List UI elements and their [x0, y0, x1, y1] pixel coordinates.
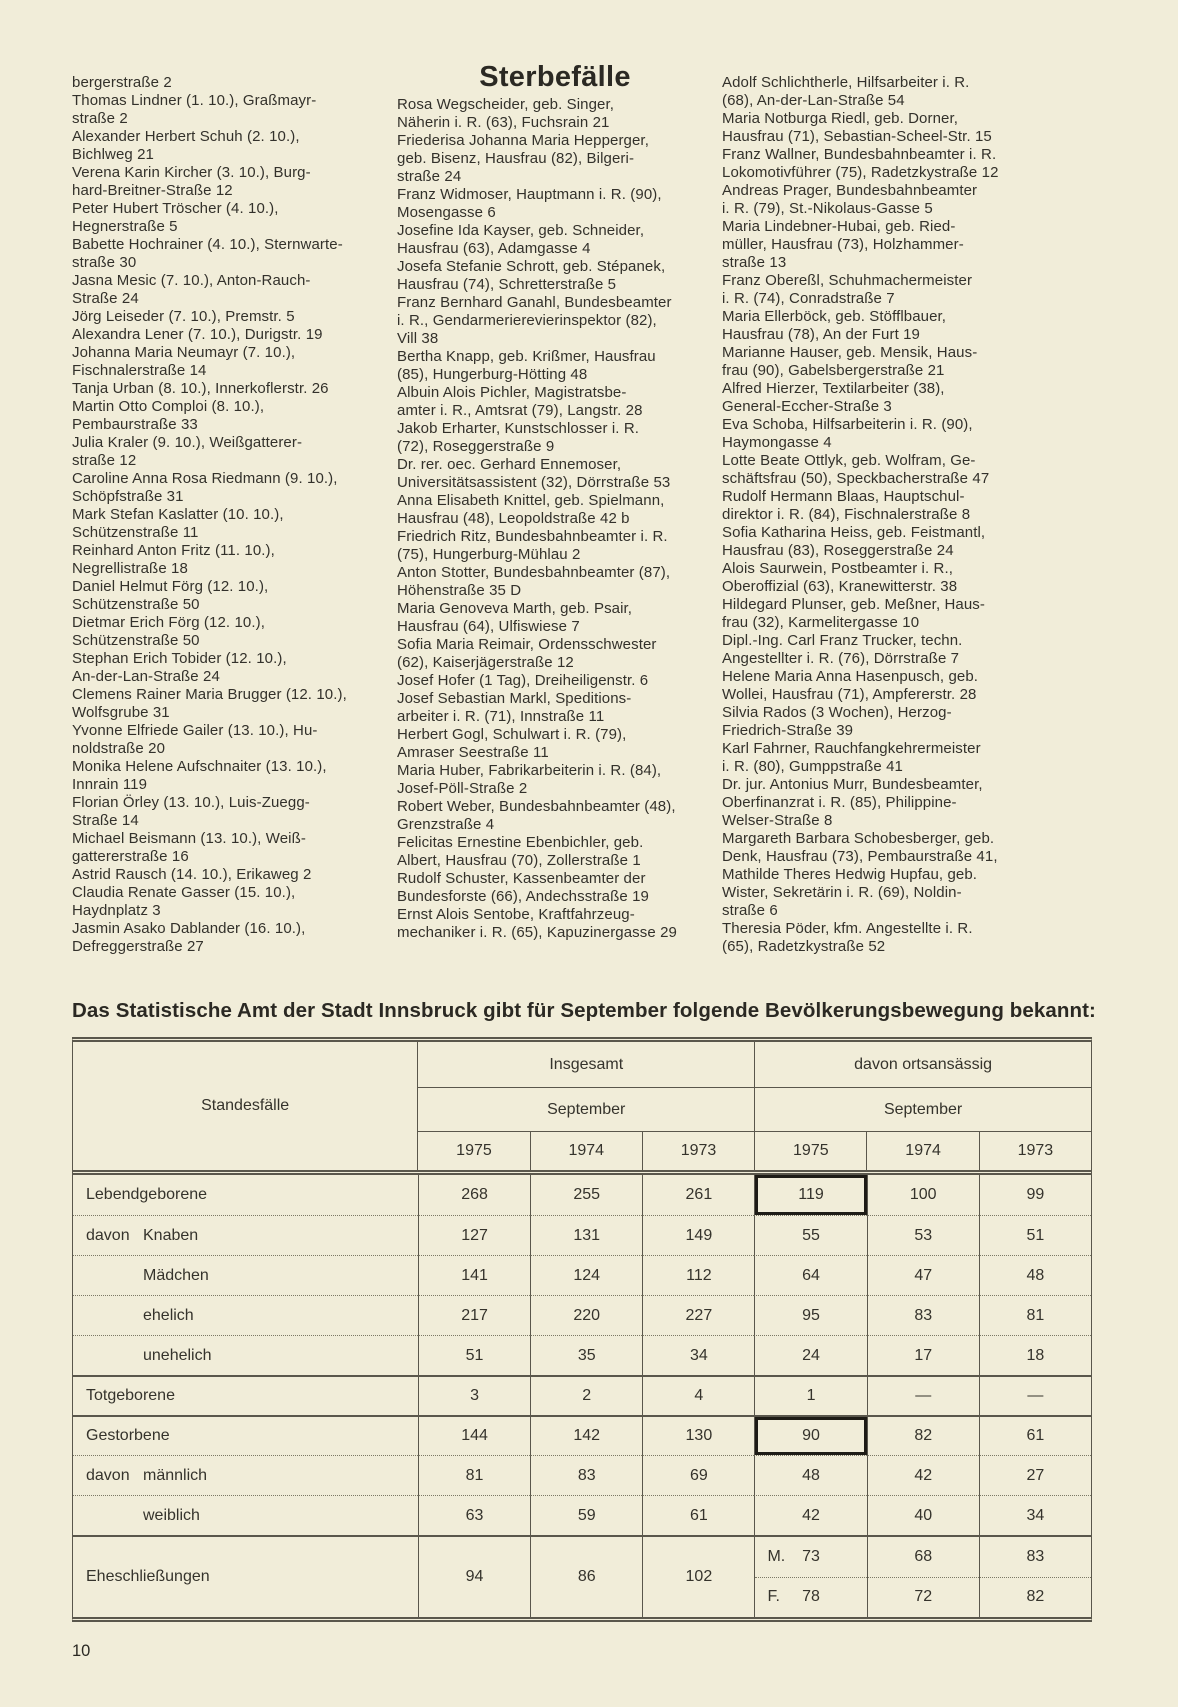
- row-label-text: männlich: [143, 1466, 208, 1484]
- year-header: 1974: [866, 1132, 978, 1170]
- table-row: [73, 1495, 1091, 1535]
- table-cell: 48: [754, 1455, 866, 1495]
- text-line: Alois Saurwein, Postbeamter i. R.,: [722, 560, 953, 577]
- table-row: [73, 1215, 1091, 1255]
- text-line: Hausfrau (83), Roseggerstraße 24: [722, 542, 954, 559]
- table-cell: 42: [754, 1495, 866, 1535]
- table-row: [73, 1535, 1091, 1617]
- text-line: Robert Weber, Bundesbahnbeamter (48),: [397, 798, 676, 815]
- table-cell-split: [979, 1535, 1091, 1617]
- table-row: [73, 1375, 1091, 1415]
- text-line: Hausfrau (78), An der Furt 19: [722, 326, 920, 343]
- table-cell: 90: [754, 1415, 866, 1455]
- text-line: Marianne Hauser, geb. Mensik, Haus-: [722, 344, 978, 361]
- text-line: Franz Wallner, Bundesbahnbeamter i. R.: [722, 146, 997, 163]
- text-line: Albuin Alois Pichler, Magistratsbe-: [397, 384, 627, 401]
- column-header-standesfaelle: Standesfälle: [201, 1097, 290, 1114]
- table-cell: 83: [867, 1295, 979, 1335]
- row-label-text: Gestorbene: [86, 1427, 170, 1444]
- table-cell: 227: [642, 1295, 754, 1335]
- row-label-text: Knaben: [143, 1226, 199, 1244]
- row-label-text: Lebendgeborene: [86, 1186, 208, 1203]
- text-line: i. R. (80), Gumppstraße 41: [722, 758, 903, 775]
- table-cell: 17: [867, 1335, 979, 1375]
- row-label-text: weiblich: [143, 1506, 200, 1524]
- split-value: 73: [802, 1547, 820, 1565]
- text-line: Reinhard Anton Fritz (11. 10.),: [72, 542, 275, 559]
- text-line: Hausfrau (63), Adamgasse 4: [397, 240, 591, 257]
- text-line: Thomas Lindner (1. 10.), Graßmayr-: [72, 92, 317, 109]
- text-line: Alfred Hierzer, Textilarbeiter (38),: [722, 380, 945, 397]
- text-line: Martin Otto Comploi (8. 10.),: [72, 398, 265, 415]
- text-line: straße 6: [722, 902, 778, 919]
- text-line: Caroline Anna Rosa Riedmann (9. 10.),: [72, 470, 338, 487]
- text-line: Josefine Ida Kayser, geb. Schneider,: [397, 222, 645, 239]
- text-line: straße 24: [397, 168, 462, 185]
- text-line: Julia Kraler (9. 10.), Weißgatterer-: [72, 434, 303, 451]
- text-line: Peter Hubert Tröscher (4. 10.),: [72, 200, 279, 217]
- text-line: (72), Roseggerstraße 9: [397, 438, 555, 455]
- text-line: Maria Ellerböck, geb. Stöfflbauer,: [722, 308, 947, 325]
- text-line: hard-Breitner-Straße 12: [72, 182, 233, 199]
- text-line: Wister, Sekretärin i. R. (69), Noldin-: [722, 884, 962, 901]
- text-line: Bichlweg 21: [72, 146, 154, 163]
- table-cell: 220: [530, 1295, 642, 1335]
- row-label: [73, 1335, 418, 1375]
- table-cell: 142: [530, 1415, 642, 1455]
- text-line: Josef Hofer (1 Tag), Dreiheiligenstr. 6: [397, 672, 649, 689]
- text-line: Oberoffizial (63), Kranewitterstr. 38: [722, 578, 958, 595]
- table-cell: —: [979, 1375, 1091, 1415]
- text-line: Maria Huber, Fabrikarbeiterin i. R. (84),: [397, 762, 662, 779]
- text-line: Innrain 119: [72, 776, 148, 793]
- text-line: (75), Hungerburg-Mühlau 2: [397, 546, 581, 563]
- group-label: davon ortsansässig: [755, 1042, 1091, 1088]
- table-row: [73, 1175, 1091, 1215]
- text-line: i. R. (79), St.-Nikolaus-Gasse 5: [722, 200, 933, 217]
- text-line: Jakob Erharter, Kunstschlosser i. R.: [397, 420, 640, 437]
- table-row: [73, 1335, 1091, 1375]
- text-line: Eva Schoba, Hilfsarbeiterin i. R. (90),: [722, 416, 973, 433]
- births-column: [72, 74, 388, 956]
- year-header: 1974: [530, 1132, 642, 1170]
- split-sub-cell: 72: [868, 1577, 979, 1618]
- table-body: [73, 1175, 1091, 1617]
- row-label-text: unehelich: [143, 1346, 212, 1364]
- table-cell: 144: [418, 1415, 530, 1455]
- text-line: Dr. jur. Antonius Murr, Bundesbeamter,: [722, 776, 983, 793]
- row-label: [73, 1175, 418, 1215]
- text-line: direktor i. R. (84), Fischnalerstraße 8: [722, 506, 971, 523]
- text-line: Hausfrau (71), Sebastian-Scheel-Str. 15: [722, 128, 992, 145]
- text-line: Albert, Hausfrau (70), Zollerstraße 1: [397, 852, 641, 869]
- text-line: Ernst Alois Sentobe, Kraftfahrzeug-: [397, 906, 635, 923]
- table-cell: 59: [530, 1495, 642, 1535]
- row-label: [73, 1255, 418, 1295]
- text-line: geb. Bisenz, Hausfrau (82), Bilgeri-: [397, 150, 635, 167]
- text-line: Welser-Straße 8: [722, 812, 833, 829]
- split-sub-cell: 83: [1026, 1547, 1045, 1565]
- text-line: Jasmin Asako Dablander (16. 10.),: [72, 920, 306, 937]
- table-cell: 124: [530, 1255, 642, 1295]
- table-cell: 100: [867, 1175, 979, 1215]
- row-label-prefix: davon: [86, 1466, 130, 1484]
- group-label: Insgesamt: [418, 1042, 754, 1088]
- text-line: Tanja Urban (8. 10.), Innerkoflerstr. 26: [72, 380, 329, 397]
- text-line: (65), Radetzkystraße 52: [722, 938, 886, 955]
- page-number: 10: [72, 1642, 91, 1660]
- table-cell: 131: [530, 1215, 642, 1255]
- row-label: [73, 1535, 418, 1617]
- text-line: (68), An-der-Lan-Straße 54: [722, 92, 905, 109]
- text-line: Verena Karin Kircher (3. 10.), Burg-: [72, 164, 311, 181]
- text-line: gattererstraße 16: [72, 848, 189, 865]
- text-line: Astrid Rausch (14. 10.), Erikaweg 2: [72, 866, 312, 883]
- table-cell: 47: [867, 1255, 979, 1295]
- table-cell: 112: [642, 1255, 754, 1295]
- text-line: Schützenstraße 50: [72, 596, 200, 613]
- split-sub-cell: 68: [914, 1547, 933, 1565]
- table-cell: 95: [754, 1295, 866, 1335]
- table-cell: 255: [530, 1175, 642, 1215]
- text-line: Lotte Beate Ottlyk, geb. Wolfram, Ge-: [722, 452, 976, 469]
- text-line: i. R. (74), Conradstraße 7: [722, 290, 895, 307]
- table-cell: 24: [754, 1335, 866, 1375]
- table-cell: 261: [642, 1175, 754, 1215]
- text-line: (85), Hungerburg-Hötting 48: [397, 366, 588, 383]
- text-line: Friedrich Ritz, Bundesbahnbeamter i. R.: [397, 528, 668, 545]
- text-line: straße 30: [72, 254, 137, 271]
- deaths-column-1-body: [397, 96, 713, 942]
- text-line: mechaniker i. R. (65), Kapuzinergasse 29: [397, 924, 677, 941]
- row-label-text: ehelich: [143, 1306, 194, 1324]
- text-line: Maria Lindebner-Hubai, geb. Ried-: [722, 218, 956, 235]
- table-cell: 217: [418, 1295, 530, 1335]
- year-header: 1973: [642, 1132, 754, 1170]
- text-line: Adolf Schlichtherle, Hilfsarbeiter i. R.: [722, 74, 970, 91]
- text-line: Franz Widmoser, Hauptmann i. R. (90),: [397, 186, 662, 203]
- text-line: Anton Stotter, Bundesbahnbeamter (87),: [397, 564, 671, 581]
- table-cell: 61: [642, 1495, 754, 1535]
- text-line: Lokomotivführer (75), Radetzkystraße 12: [722, 164, 999, 181]
- text-line: Dietmar Erich Förg (12. 10.),: [72, 614, 265, 631]
- table-cell: 119: [754, 1175, 866, 1215]
- text-line: Yvonne Elfriede Gailer (13. 10.), Hu-: [72, 722, 318, 739]
- text-line: Sofia Maria Reimair, Ordensschwester: [397, 636, 657, 653]
- text-line: Silvia Rados (3 Wochen), Herzog-: [722, 704, 952, 721]
- text-line: Wolfsgrube 31: [72, 704, 170, 721]
- text-line: Maria Notburga Riedl, geb. Dorner,: [722, 110, 959, 127]
- row-label: [73, 1415, 418, 1455]
- table-cell: 4: [642, 1375, 754, 1415]
- text-line: Josef-Pöll-Straße 2: [397, 780, 528, 797]
- table-cell: 81: [979, 1295, 1091, 1335]
- text-line: (62), Kaiserjägerstraße 12: [397, 654, 574, 671]
- row-label-text: Mädchen: [143, 1266, 209, 1284]
- table-row: [73, 1255, 1091, 1295]
- text-line: Negrellistraße 18: [72, 560, 188, 577]
- text-line: General-Eccher-Straße 3: [722, 398, 892, 415]
- table-cell-split: [867, 1535, 979, 1617]
- column-group-insgesamt: [417, 1042, 754, 1170]
- text-line: Maria Genoveva Marth, geb. Psair,: [397, 600, 633, 617]
- deaths-column-2: [722, 74, 1038, 956]
- text-line: Andreas Prager, Bundesbahnbeamter: [722, 182, 978, 199]
- table-cell: 63: [418, 1495, 530, 1535]
- table-cell: 48: [979, 1255, 1091, 1295]
- text-line: Anna Elisabeth Knittel, geb. Spielmann,: [397, 492, 665, 509]
- text-line: Theresia Pöder, kfm. Angestellte i. R.: [722, 920, 973, 937]
- text-line: amter i. R., Amtsrat (79), Langstr. 28: [397, 402, 643, 419]
- section-title: Sterbefälle: [479, 61, 631, 93]
- text-line: arbeiter i. R. (71), Innstraße 11: [397, 708, 605, 725]
- text-line: Florian Örley (13. 10.), Luis-Zuegg-: [72, 794, 310, 811]
- text-line: Franz Bernhard Ganahl, Bundesbeamter: [397, 294, 672, 311]
- text-line: Höhenstraße 35 D: [397, 582, 522, 599]
- text-line: Babette Hochrainer (4. 10.), Sternwarte-: [72, 236, 343, 253]
- row-label-text: Eheschließungen: [86, 1568, 210, 1585]
- table-cell: 69: [642, 1455, 754, 1495]
- text-line: bergerstraße 2: [72, 74, 172, 91]
- text-line: Schützenstraße 11: [72, 524, 199, 541]
- text-line: Rudolf Schuster, Kassenbeamter der: [397, 870, 646, 887]
- text-line: Jasna Mesic (7. 10.), Anton-Rauch-: [72, 272, 311, 289]
- text-line: Mosengasse 6: [397, 204, 496, 221]
- table-cell: 81: [418, 1455, 530, 1495]
- text-line: Hegnerstraße 5: [72, 218, 178, 235]
- text-line: Bundesforste (66), Andechsstraße 19: [397, 888, 649, 905]
- text-line: Helene Maria Anna Hasenpusch, geb.: [722, 668, 979, 685]
- text-line: Straße 14: [72, 812, 139, 829]
- text-line: Denk, Hausfrau (73), Pembaurstraße 41,: [722, 848, 998, 865]
- table-cell: 35: [530, 1335, 642, 1375]
- sex-abbrev: F.: [767, 1588, 780, 1606]
- row-label-prefix: davon: [86, 1226, 130, 1244]
- text-line: Bertha Knapp, geb. Krißmer, Hausfrau: [397, 348, 656, 365]
- table-cell-split: [754, 1535, 866, 1617]
- text-line: Michael Beismann (13. 10.), Weiß-: [72, 830, 306, 847]
- table-cell: 86: [530, 1535, 642, 1617]
- text-line: Grenzstraße 4: [397, 816, 495, 833]
- text-line: Alexander Herbert Schuh (2. 10.),: [72, 128, 300, 145]
- text-line: Friederisa Johanna Maria Hepperger,: [397, 132, 649, 149]
- text-line: Fischnalerstraße 14: [72, 362, 207, 379]
- table-cell: 268: [418, 1175, 530, 1215]
- text-line: Haydnplatz 3: [72, 902, 161, 919]
- table-cell: 102: [642, 1535, 754, 1617]
- year-header: 1973: [979, 1132, 1091, 1170]
- table-cell: 2: [530, 1375, 642, 1415]
- table-cell: 99: [979, 1175, 1091, 1215]
- text-line: straße 13: [722, 254, 787, 271]
- text-line: Johanna Maria Neumayr (7. 10.),: [72, 344, 296, 361]
- table-cell: 94: [418, 1535, 530, 1617]
- text-line: Angestellter i. R. (76), Dörrstraße 7: [722, 650, 960, 667]
- statistics-headline: Das Statistische Amt der Stadt Innsbruck gibt für September folgende Bevölkerungsbewegung bekannt:: [72, 999, 1096, 1022]
- row-label: [73, 1375, 418, 1415]
- text-line: Claudia Renate Gasser (15. 10.),: [72, 884, 296, 901]
- text-line: Rudolf Hermann Blaas, Hauptschul-: [722, 488, 965, 505]
- text-line: frau (32), Karmelitergasse 10: [722, 614, 920, 631]
- table-row: [73, 1415, 1091, 1455]
- group-sublabel: September: [755, 1088, 1091, 1132]
- row-label: [73, 1455, 418, 1495]
- table-row: [73, 1455, 1091, 1495]
- text-line: Hausfrau (48), Leopoldstraße 42 b: [397, 510, 630, 527]
- table-cell: 130: [642, 1415, 754, 1455]
- text-line: Hausfrau (74), Schretterstraße 5: [397, 276, 617, 293]
- text-line: Franz Obereßl, Schuhmachermeister: [722, 272, 973, 289]
- text-line: An-der-Lan-Straße 24: [72, 668, 220, 685]
- table-cell: 34: [642, 1335, 754, 1375]
- row-label: [73, 1215, 418, 1255]
- text-line: Margareth Barbara Schobesberger, geb.: [722, 830, 995, 847]
- text-line: Rosa Wegscheider, geb. Singer,: [397, 96, 615, 113]
- text-line: Stephan Erich Tobider (12. 10.),: [72, 650, 287, 667]
- text-line: Jörg Leiseder (7. 10.), Premstr. 5: [72, 308, 295, 325]
- text-line: Schöpfstraße 31: [72, 488, 184, 505]
- table-cell: 53: [867, 1215, 979, 1255]
- table-cell: —: [867, 1375, 979, 1415]
- text-line: Karl Fahrner, Rauchfangkehrermeister: [722, 740, 981, 757]
- table-cell: 61: [979, 1415, 1091, 1455]
- text-line: Felicitas Ernestine Ebenbichler, geb.: [397, 834, 644, 851]
- table-cell: 42: [867, 1455, 979, 1495]
- text-line: Josef Sebastian Markl, Speditions-: [397, 690, 632, 707]
- text-line: Alexandra Lener (7. 10.), Durigstr. 19: [72, 326, 323, 343]
- text-line: Daniel Helmut Förg (12. 10.),: [72, 578, 269, 595]
- table-cell: 27: [979, 1455, 1091, 1495]
- split-sub-cell: 82: [980, 1577, 1091, 1618]
- year-header: 1975: [456, 1142, 492, 1159]
- text-line: Hildegard Plunser, geb. Meßner, Haus-: [722, 596, 985, 613]
- table-cell: 127: [418, 1215, 530, 1255]
- text-line: Friedrich-Straße 39: [722, 722, 854, 739]
- text-line: Pembaurstraße 33: [72, 416, 198, 433]
- population-table: [72, 1037, 1092, 1622]
- table-cell: 83: [530, 1455, 642, 1495]
- split-sub-cell: [755, 1537, 866, 1577]
- table-cell: 51: [979, 1215, 1091, 1255]
- text-line: straße 12: [72, 452, 137, 469]
- text-line: Josefa Stefanie Schrott, geb. Stépanek,: [397, 258, 666, 275]
- year-header: 1975: [793, 1142, 829, 1159]
- table-row: [73, 1295, 1091, 1335]
- text-line: Oberfinanzrat i. R. (85), Philippine-: [722, 794, 957, 811]
- table-cell: 64: [754, 1255, 866, 1295]
- text-line: straße 2: [72, 110, 128, 127]
- text-line: Dipl.-Ing. Carl Franz Trucker, techn.: [722, 632, 963, 649]
- text-line: Sofia Katharina Heiss, geb. Feistmantl,: [722, 524, 986, 541]
- row-label-text: Totgeborene: [86, 1387, 175, 1404]
- text-line: Straße 24: [72, 290, 139, 307]
- text-line: Mark Stefan Kaslatter (10. 10.),: [72, 506, 284, 523]
- table-cell: 1: [754, 1375, 866, 1415]
- text-line: Dr. rer. oec. Gerhard Ennemoser,: [397, 456, 622, 473]
- table-cell: 18: [979, 1335, 1091, 1375]
- table-cell: 40: [867, 1495, 979, 1535]
- year-header-row: [418, 1132, 754, 1170]
- table-cell: 82: [867, 1415, 979, 1455]
- sex-abbrev: M.: [767, 1547, 786, 1565]
- split-value: 78: [802, 1588, 820, 1606]
- text-line: Näherin i. R. (63), Fuchsrain 21: [397, 114, 610, 131]
- text-line: i. R., Gendarmerierevierinspektor (82),: [397, 312, 657, 329]
- table-cell: 55: [754, 1215, 866, 1255]
- split-sub-cell: [755, 1577, 866, 1618]
- text-line: Universitätsassistent (32), Dörrstraße 53: [397, 474, 671, 491]
- text-line: noldstraße 20: [72, 740, 166, 757]
- text-line: Monika Helene Aufschnaiter (13. 10.),: [72, 758, 327, 775]
- row-label: [73, 1295, 418, 1335]
- table-cell: 149: [642, 1215, 754, 1255]
- text-line: Amraser Seestraße 11: [397, 744, 549, 761]
- table-cell: 3: [418, 1375, 530, 1415]
- group-sublabel: September: [418, 1088, 754, 1132]
- text-line: frau (90), Gabelsbergerstraße 21: [722, 362, 945, 379]
- text-line: Haymongasse 4: [722, 434, 832, 451]
- text-line: Mathilde Theres Hedwig Hupfau, geb.: [722, 866, 978, 883]
- text-line: Schützenstraße 50: [72, 632, 200, 649]
- text-line: Clemens Rainer Maria Brugger (12. 10.),: [72, 686, 347, 703]
- text-line: Vill 38: [397, 330, 439, 347]
- column-group-ortsansaessig: [754, 1042, 1091, 1170]
- year-header-row: [755, 1132, 1091, 1170]
- table-cell: 141: [418, 1255, 530, 1295]
- table-header: [73, 1042, 1091, 1175]
- text-line: Herbert Gogl, Schulwart i. R. (79),: [397, 726, 627, 743]
- table-cell: 34: [979, 1495, 1091, 1535]
- text-line: Wollei, Hausfrau (71), Ampfererstr. 28: [722, 686, 977, 703]
- text-line: schäftsfrau (50), Speckbacherstraße 47: [722, 470, 990, 487]
- text-columns: [72, 61, 1038, 956]
- table-cell: 51: [418, 1335, 530, 1375]
- row-label: [73, 1495, 418, 1535]
- text-line: Hausfrau (64), Ulfiswiese 7: [397, 618, 580, 635]
- text-line: müller, Hausfrau (73), Holzhammer-: [722, 236, 964, 253]
- text-line: Defreggerstraße 27: [72, 938, 204, 955]
- deaths-column-1: [397, 61, 713, 942]
